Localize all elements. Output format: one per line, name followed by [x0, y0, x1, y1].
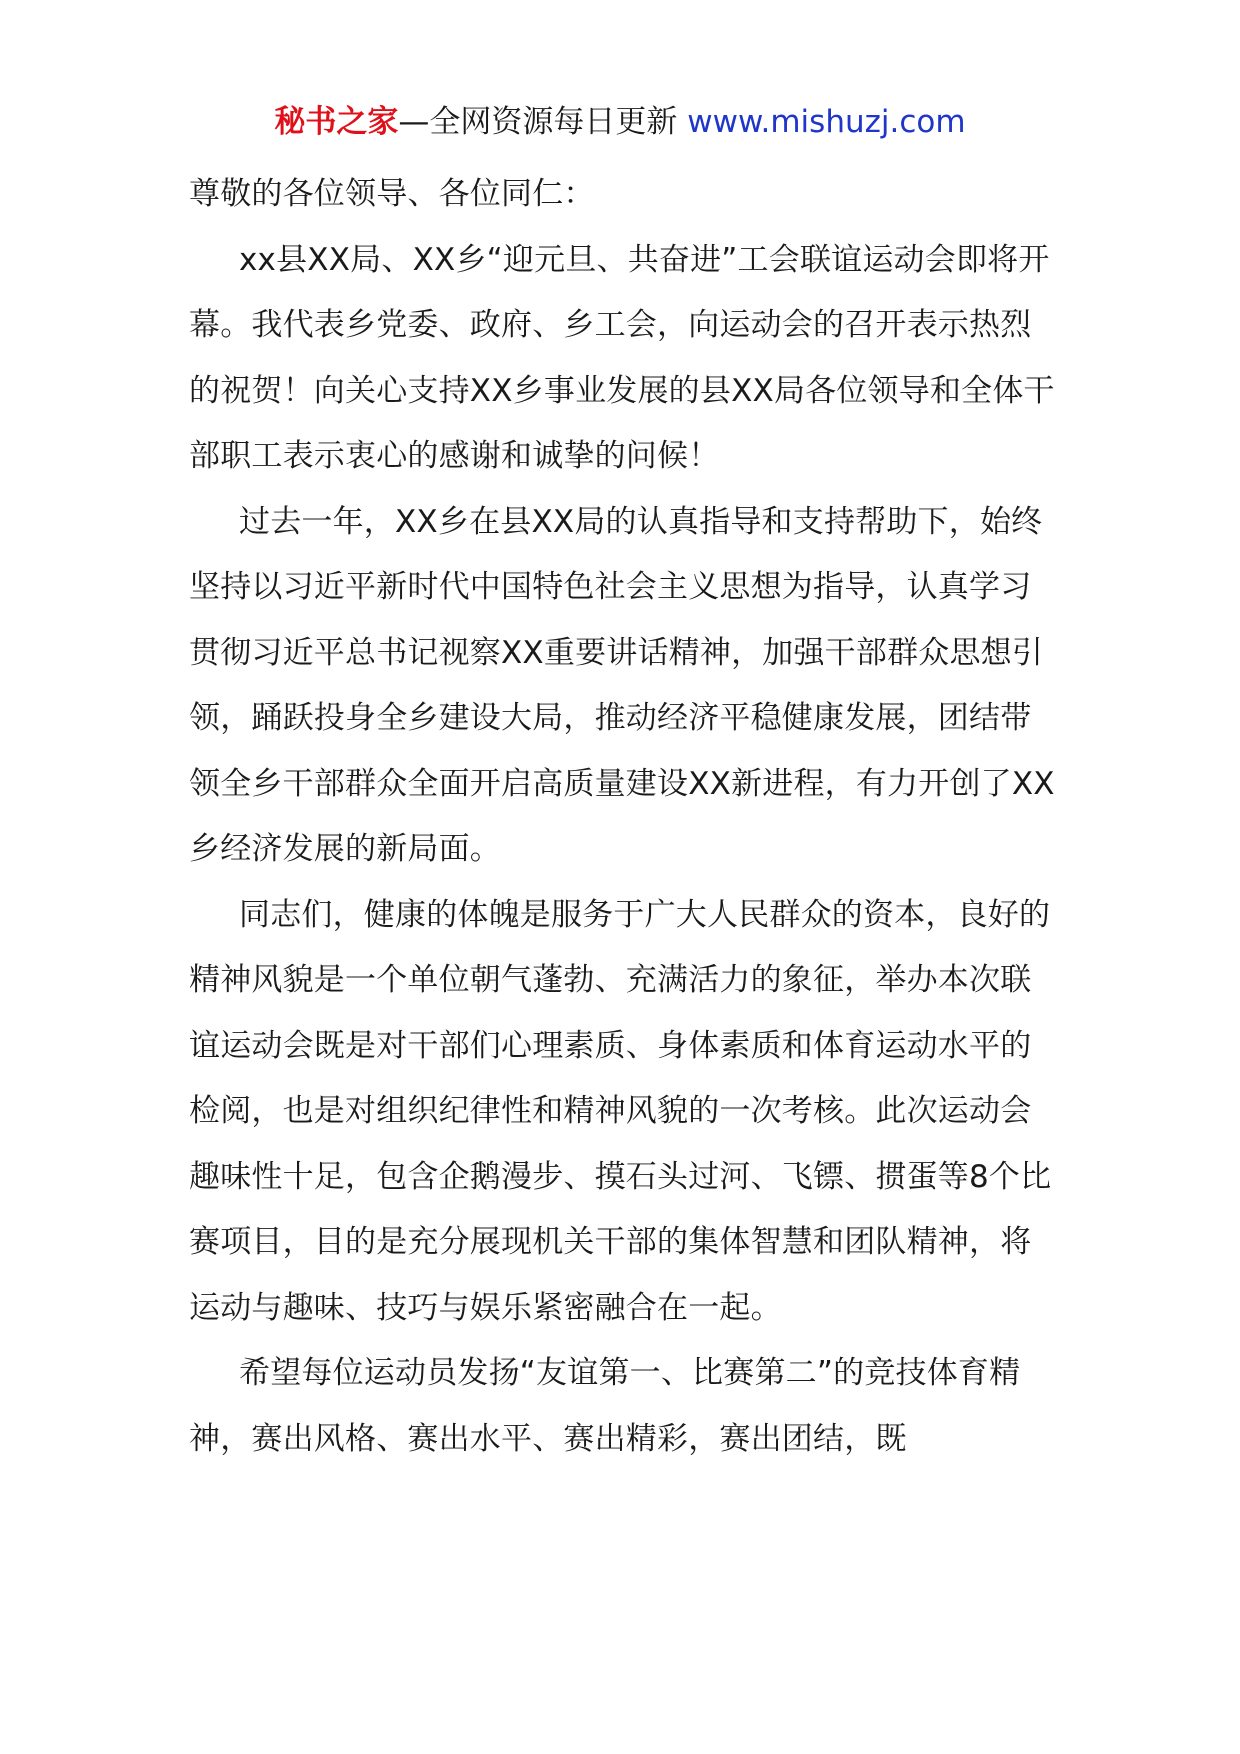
- paragraph-hope: 希望每位运动员发扬“友谊第一、比赛第二”的竞技体育精神，赛出风格、赛出水平、赛出精彩，赛出团结，既: [189, 1355, 1021, 1457]
- paragraph-past-year: 过去一年，XX乡在县XX局的认真指导和支持帮助下，始终坚持以习近平新时代中国特色社会主义思想为指导，认真学习贯彻习近平总书记视察XX重要讲话精神，加强干部群众思想引领，踊跃投身全乡建设大局，推动经济平稳健康发展，团结带领全乡干部群众全面开启高质量建设XX新进程，有力开创了XX乡经济发展的新局面。: [189, 503, 1055, 867]
- page-header: [0, 100, 1240, 144]
- salutation: 尊敬的各位领导、各位同仁：: [189, 176, 595, 212]
- paragraph-opening: xx县XX局、XX乡“迎元旦、共奋进”工会联谊运动会即将开幕。我代表乡党委、政府、乡工会，向运动会的召开表示热烈的祝贺！向关心支持XX乡事业发展的县XX局各位领导和全体干部职工表示衷心的感谢和诚挚的问候！: [189, 241, 1055, 474]
- document-body: [189, 162, 1059, 1472]
- paragraph-comrades: 同志们，健康的体魄是服务于广大人民群众的资本，良好的精神风貌是一个单位朝气蓬勃、充满活力的象征，举办本次联谊运动会既是对干部们心理素质、身体素质和体育运动水平的检阅，也是对组织纪律性和精神风貌的一次考核。此次运动会趣味性十足，包含企鹅漫步、摸石头过河、飞镖、掼蛋等8个比赛项目，目的是充分展现机关干部的集体智慧和团队精神，将运动与趣味、技巧与娱乐紧密融合在一起。: [189, 896, 1052, 1326]
- brand-name: 秘书之家: [274, 104, 399, 140]
- header-tagline: —全网资源每日更新: [398, 104, 678, 140]
- header-url-link[interactable]: www.mishuzj.com: [687, 104, 966, 140]
